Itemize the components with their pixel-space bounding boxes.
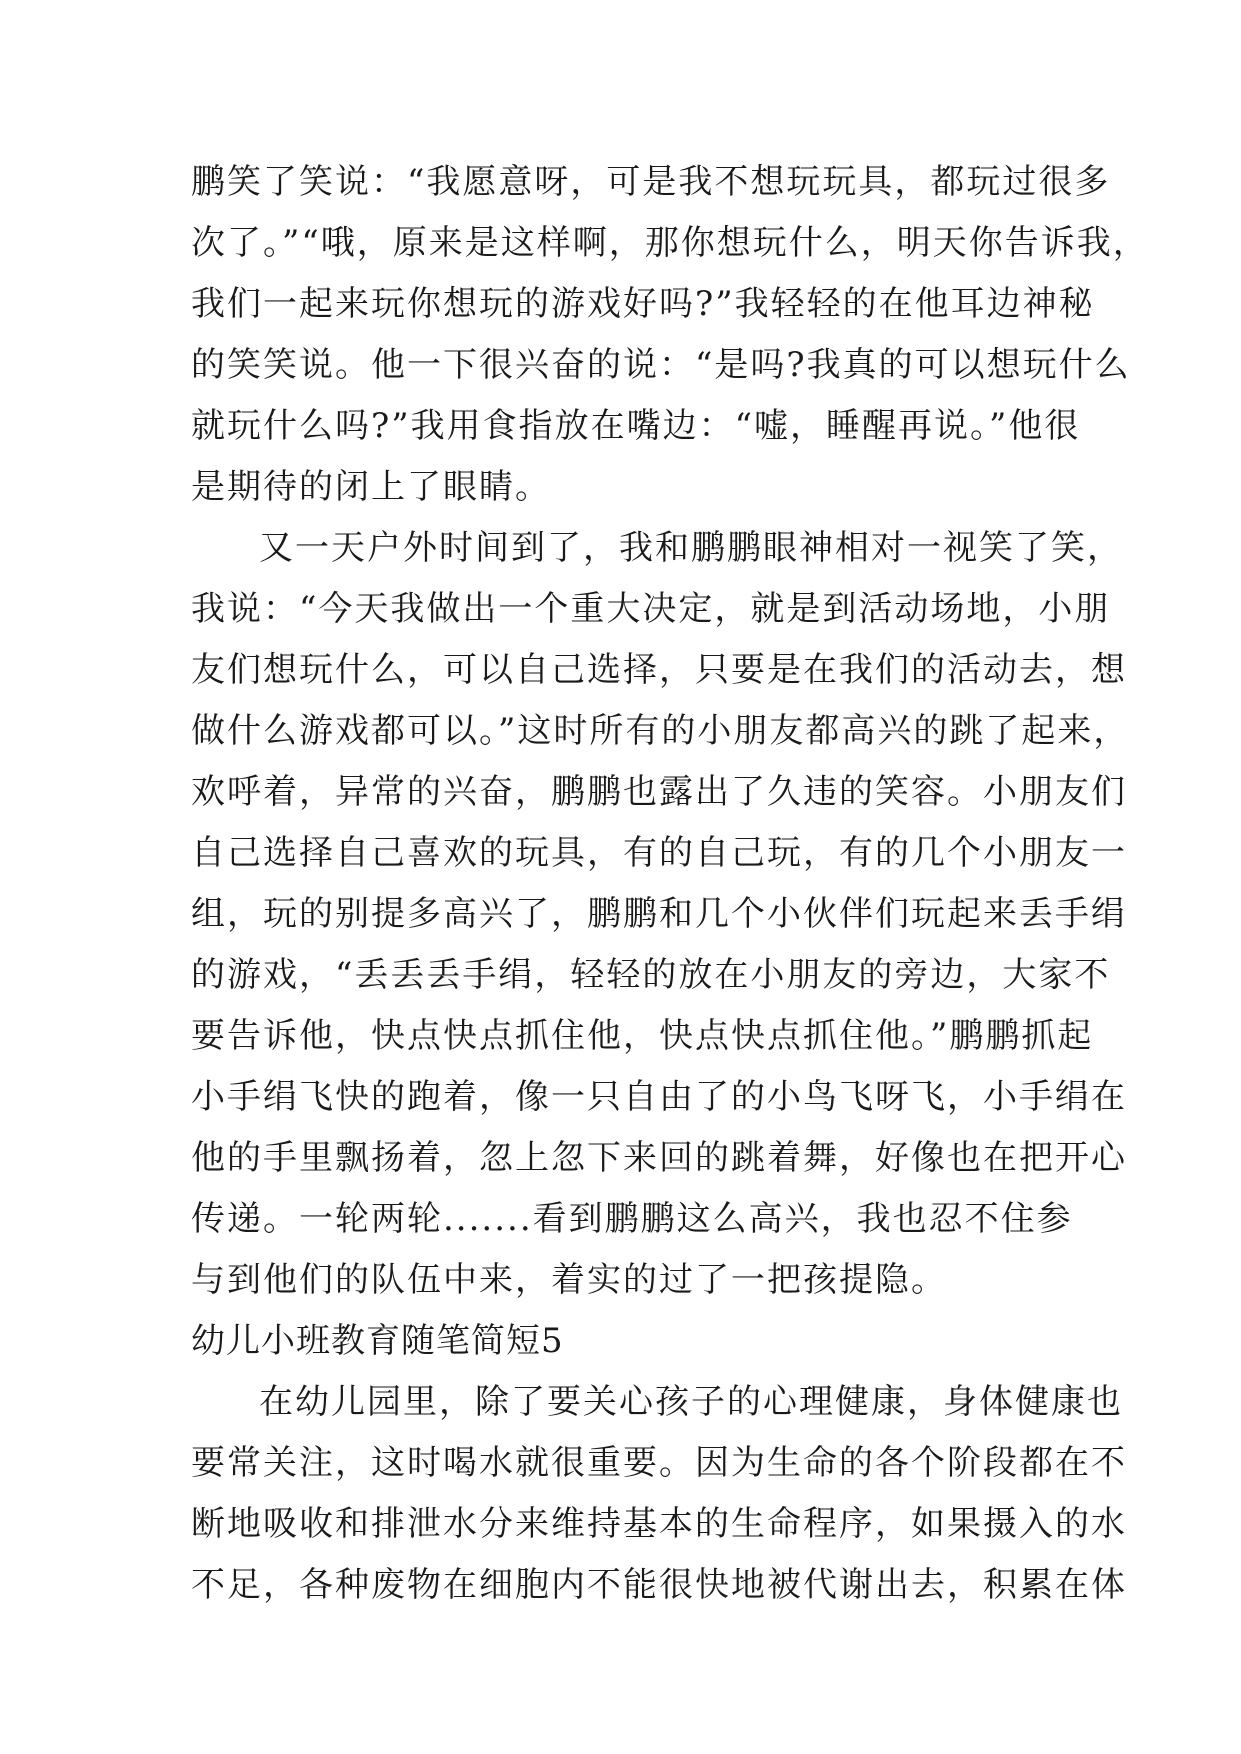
text-line: 次了。”“哦，原来是这样啊，那你想玩什么，明天你告诉我， (191, 223, 1149, 263)
text-line: 欢呼着，异常的兴奋，鹏鹏也露出了久违的笑容。小朋友们 (191, 772, 1127, 812)
text-line: 要告诉他，快点快点抓住他，快点快点抓住他。”鹏鹏抓起 (191, 1016, 1094, 1056)
text-line: 就玩什么吗?”我用食指放在嘴边：“嘘，睡醒再说。”他很 (191, 406, 1081, 446)
text-line: 与到他们的队伍中来，着实的过了一把孩提隐。 (191, 1260, 947, 1300)
text-line: 要常关注，这时喝水就很重要。因为生命的各个阶段都在不 (191, 1443, 1127, 1483)
text-line: 我们一起来玩你想玩的游戏好吗?”我轻轻的在他耳边神秘 (191, 284, 1095, 324)
text-line: 在幼儿园里，除了要关心孩子的心理健康，身体健康也 (259, 1382, 1123, 1422)
text-line: 的游戏，“丢丢丢手绢，轻轻的放在小朋友的旁边，大家不 (191, 955, 1111, 995)
paragraph (191, 1372, 1127, 1616)
paragraph-continued (191, 152, 1149, 518)
text-line: 组，玩的别提多高兴了，鹏鹏和几个小伙伴们玩起来丢手绢 (191, 894, 1127, 934)
text-line: 不足，各种废物在细胞内不能很快地被代谢出去，积累在体 (191, 1565, 1127, 1605)
text-line: 的笑笑说。他一下很兴奋的说：“是吗?我真的可以想玩什么 (191, 345, 1131, 385)
text-line: 鹏笑了笑说：“我愿意呀，可是我不想玩玩具，都玩过很多 (191, 162, 1111, 202)
text-line: 友们想玩什么，可以自己选择，只要是在我们的活动去，想 (191, 650, 1127, 690)
text-line: 又一天户外时间到了，我和鹏鹏眼神相对一视笑了笑， (259, 528, 1123, 568)
document-body (191, 152, 1149, 1616)
section-title: 幼儿小班教育随笔简短5 (191, 1321, 564, 1361)
text-line: 做什么游戏都可以。”这时所有的小朋友都高兴的跳了起来， (191, 711, 1130, 751)
text-line: 他的手里飘扬着，忽上忽下来回的跳着舞，好像也在把开心 (191, 1138, 1127, 1178)
text-line: 自己选择自己喜欢的玩具，有的自己玩，有的几个小朋友一 (191, 833, 1127, 873)
paragraph (191, 518, 1130, 1311)
text-line: 我说：“今天我做出一个重大决定，就是到活动场地，小朋 (191, 589, 1111, 629)
text-line: 传递。一轮两轮.......看到鹏鹏这么高兴，我也忍不住参 (191, 1199, 1073, 1239)
text-line: 断地吸收和排泄水分来维持基本的生命程序，如果摄入的水 (191, 1504, 1127, 1544)
text-line: 是期待的闭上了眼睛。 (191, 467, 551, 507)
text-line: 小手绢飞快的跑着，像一只自由了的小鸟飞呀飞，小手绢在 (191, 1077, 1127, 1117)
